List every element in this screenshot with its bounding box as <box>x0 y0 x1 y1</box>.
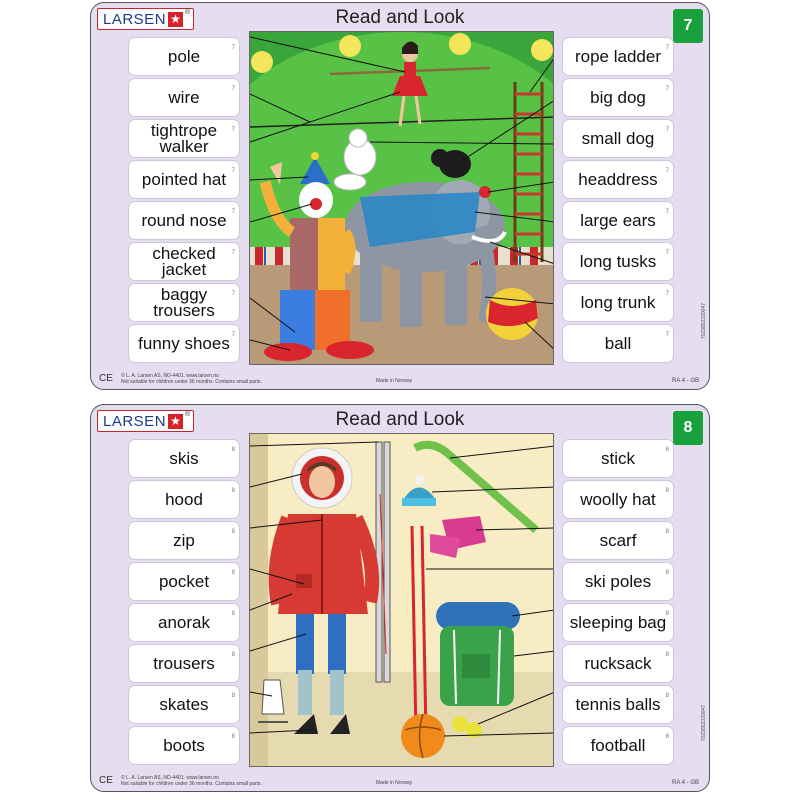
word-piece[interactable]: rope ladder 7 <box>563 38 673 75</box>
product-code: RA 4 - GB <box>671 780 699 786</box>
word-piece[interactable]: large ears 7 <box>563 202 673 239</box>
circus-ball <box>486 288 538 340</box>
word-piece[interactable]: wire 7 <box>129 79 239 116</box>
board-number-badge: 8 <box>673 411 703 445</box>
puzzle-board-7 <box>90 2 710 390</box>
word-piece[interactable]: ball 7 <box>563 325 673 362</box>
spotlight <box>531 39 553 61</box>
word-piece[interactable]: sleeping bag 8 <box>563 604 673 641</box>
word-piece[interactable]: small dog 7 <box>563 120 673 157</box>
word-piece[interactable]: woolly hat 8 <box>563 481 673 518</box>
winter-gear-illustration <box>249 433 554 767</box>
word-piece[interactable]: headdress 7 <box>563 161 673 198</box>
spotlight <box>449 33 471 55</box>
word-piece[interactable]: tennis balls 8 <box>563 686 673 723</box>
word-piece[interactable]: rucksack 8 <box>563 645 673 682</box>
word-piece[interactable]: scarf 8 <box>563 522 673 559</box>
footer-fine-print: © L. A. Larsen AS, NO-4401. www.larsen.no Not suitable for children under 36 months. Contains small parts. <box>121 775 262 787</box>
word-piece[interactable]: hood 8 <box>129 481 239 518</box>
ce-mark: CE <box>99 775 113 786</box>
spotlight <box>251 51 273 73</box>
footer-fine-print: © L. A. Larsen AS, NO-4401. www.larsen.no Not suitable for children under 36 months. Contains small parts. <box>121 373 262 385</box>
word-piece[interactable]: long trunk 7 <box>563 284 673 321</box>
larsen-logo: LARSEN ★ ® <box>97 410 194 432</box>
word-piece[interactable]: stick 8 <box>563 440 673 477</box>
football <box>401 714 445 758</box>
star-icon: ★ <box>168 414 183 429</box>
made-in-label: Made in Norway <box>376 780 413 786</box>
word-piece[interactable]: football 8 <box>563 727 673 764</box>
ce-mark: CE <box>99 373 113 384</box>
larsen-logo: LARSEN ★ ® <box>97 8 194 30</box>
circus-illustration <box>249 31 554 365</box>
word-piece[interactable]: zip 8 <box>129 522 239 559</box>
puzzle-board-8 <box>90 404 710 792</box>
board-title: Read and Look <box>335 7 465 28</box>
word-piece[interactable]: ski poles 8 <box>563 563 673 600</box>
product-code: RA 4 - GB <box>671 378 699 384</box>
star-icon: ★ <box>168 12 183 27</box>
word-piece[interactable]: skis 8 <box>129 440 239 477</box>
board-number-badge: 7 <box>673 9 703 43</box>
word-piece[interactable]: tightrope walker 7 <box>129 120 239 157</box>
sleeping-bag <box>436 602 520 630</box>
word-piece[interactable]: round nose 7 <box>129 202 239 239</box>
word-piece[interactable]: trousers 8 <box>129 645 239 682</box>
word-piece[interactable]: boots 8 <box>129 727 239 764</box>
word-piece[interactable]: pole 7 <box>129 38 239 75</box>
word-piece[interactable]: pointed hat 7 <box>129 161 239 198</box>
word-piece[interactable]: big dog 7 <box>563 79 673 116</box>
word-piece[interactable]: long tusks 7 <box>563 243 673 280</box>
barcode-number: 7023852320047 <box>701 303 707 340</box>
made-in-label: Made in Norway <box>376 378 413 384</box>
word-piece[interactable]: pocket 8 <box>129 563 239 600</box>
rucksack <box>440 626 514 706</box>
barcode-number: 7023852320047 <box>701 705 707 742</box>
word-piece[interactable]: anorak 8 <box>129 604 239 641</box>
word-piece[interactable]: skates 8 <box>129 686 239 723</box>
board-title: Read and Look <box>335 409 465 430</box>
word-piece[interactable]: checked jacket 7 <box>129 243 239 280</box>
word-piece[interactable]: baggy trousers 7 <box>129 284 239 321</box>
word-piece[interactable]: funny shoes 7 <box>129 325 239 362</box>
spotlight <box>339 35 361 57</box>
